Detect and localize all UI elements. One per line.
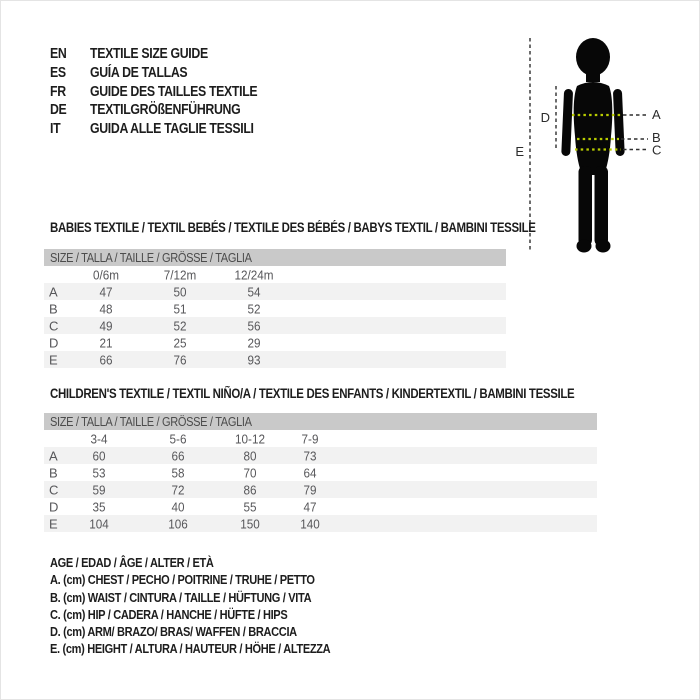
size-header-bar	[44, 249, 506, 266]
table-cell: 70	[243, 465, 257, 480]
table-cell: 60	[92, 448, 106, 463]
language-row-en	[50, 45, 287, 64]
row-label: E	[49, 352, 58, 367]
legend-chest-line: A. (cm) CHEST / PECHO / POITRINE / TRUHE / PETTO	[50, 572, 315, 588]
babies-size-table	[44, 249, 506, 368]
table-cell: 93	[247, 352, 261, 367]
language-title: GUÍA DE TALLAS	[90, 65, 188, 82]
label-d-arm: D	[540, 110, 550, 125]
table-row	[44, 300, 506, 317]
row-label: C	[49, 482, 59, 497]
table-cell: 79	[303, 482, 317, 497]
table-cell: 52	[247, 301, 261, 316]
label-c-hip: C	[652, 142, 662, 158]
table-cell: 66	[99, 352, 113, 367]
size-header-label: SIZE / TALLA / TAILLE / GRÖSSE / TAGLIA	[49, 250, 252, 265]
language-title: TEXTILGRÖßENFÜHRUNG	[90, 102, 241, 119]
table-cell: 49	[99, 318, 113, 333]
legend-age-line: AGE / EDAD / ÂGE / ALTER / ETÀ	[50, 555, 214, 570]
row-label: E	[49, 516, 58, 531]
size-header-label: SIZE / TALLA / TAILLE / GRÖSSE / TAGLIA	[49, 414, 252, 429]
column-header: 0/6m	[92, 267, 120, 282]
children-section-title: CHILDREN'S TEXTILE / TEXTIL NIÑO/A / TEXTILE DES ENFANTS / KINDERTEXTIL / BAMBINI TESSILE	[50, 386, 575, 401]
table-cell: 72	[171, 482, 185, 497]
table-cell: 29	[247, 335, 261, 350]
table-cell: 66	[171, 448, 185, 463]
table-cell: 59	[92, 482, 106, 497]
table-cell: 35	[92, 499, 106, 514]
language-title: TEXTILE SIZE GUIDE	[90, 46, 208, 63]
column-header: 12/24m	[234, 267, 274, 282]
language-code: EN	[50, 46, 67, 63]
row-label: A	[49, 448, 58, 463]
legend-waist-line: B. (cm) WAIST / CINTURA / TAILLE / HÜFTUNG / VITA	[50, 589, 312, 605]
legend-hip-line: C. (cm) HIP / CADERA / HANCHE / HÜFTE / HIPS	[50, 606, 288, 622]
table-cell: 47	[99, 284, 113, 299]
row-label: C	[49, 318, 59, 333]
table-cell: 47	[303, 499, 317, 514]
table-cell: 150	[240, 516, 260, 531]
language-row-es	[50, 64, 287, 83]
table-cell: 73	[303, 448, 317, 463]
table-cell: 48	[99, 301, 113, 316]
table-cell: 140	[300, 516, 320, 531]
table-cell: 53	[92, 465, 106, 480]
language-row-it	[50, 120, 287, 139]
column-header: 10-12	[235, 431, 265, 446]
row-label: A	[49, 284, 58, 299]
table-cell: 56	[247, 318, 261, 333]
label-e-height: E	[515, 144, 524, 159]
language-row-de	[50, 101, 287, 120]
table-cell: 25	[173, 335, 187, 350]
label-b-waist: B	[652, 130, 661, 145]
table-cell: 52	[173, 318, 187, 333]
row-label: B	[49, 301, 58, 316]
table-cell: 104	[89, 516, 109, 531]
language-code: FR	[50, 83, 66, 100]
column-header-row	[44, 430, 597, 447]
column-header-row	[44, 266, 506, 283]
language-title-list	[50, 45, 287, 138]
row-label: D	[49, 499, 59, 514]
table-cell: 55	[243, 499, 257, 514]
column-header: 7/12m	[163, 267, 197, 282]
label-a-chest: A	[652, 107, 661, 122]
language-title: GUIDA ALLE TAGLIE TESSILI	[90, 121, 254, 138]
table-cell: 76	[173, 352, 187, 367]
table-row	[44, 481, 597, 498]
table-cell: 58	[171, 465, 185, 480]
language-code: IT	[50, 121, 61, 138]
row-label: D	[49, 335, 59, 350]
table-row	[44, 515, 597, 532]
table-row	[44, 334, 506, 351]
legend-arm-line: D. (cm) ARM/ BRAZO/ BRAS/ WAFFEN / BRACCIA	[50, 624, 297, 640]
table-cell: 54	[247, 284, 261, 299]
column-header: 7-9	[301, 431, 319, 446]
column-header: 5-6	[169, 431, 187, 446]
table-cell: 40	[171, 499, 185, 514]
table-row	[44, 317, 506, 334]
table-cell: 80	[243, 448, 257, 463]
measurement-legend	[50, 554, 380, 658]
table-cell: 86	[243, 482, 257, 497]
table-cell: 21	[99, 335, 113, 350]
table-row	[44, 498, 597, 515]
language-code: DE	[50, 102, 67, 119]
table-cell: 106	[168, 516, 188, 531]
children-size-table	[44, 413, 597, 532]
language-row-fr	[50, 82, 287, 101]
language-title: GUIDE DES TAILLES TEXTILE	[90, 83, 258, 100]
column-header: 3-4	[90, 431, 108, 446]
size-header-bar	[44, 413, 597, 430]
table-cell: 50	[173, 284, 187, 299]
table-row	[44, 283, 506, 300]
table-row	[44, 447, 597, 464]
babies-section-title: BABIES TEXTILE / TEXTIL BEBÉS / TEXTILE DES BÉBÉS / BABYS TEXTIL / BAMBINI TESSILE	[50, 220, 536, 235]
table-row	[44, 351, 506, 368]
row-label: B	[49, 465, 58, 480]
table-row	[44, 464, 597, 481]
table-cell: 64	[303, 465, 317, 480]
legend-height-line: E. (cm) HEIGHT / ALTURA / HAUTEUR / HÖHE / ALTEZZA	[50, 641, 331, 657]
language-code: ES	[50, 65, 66, 82]
table-cell: 51	[173, 301, 187, 316]
